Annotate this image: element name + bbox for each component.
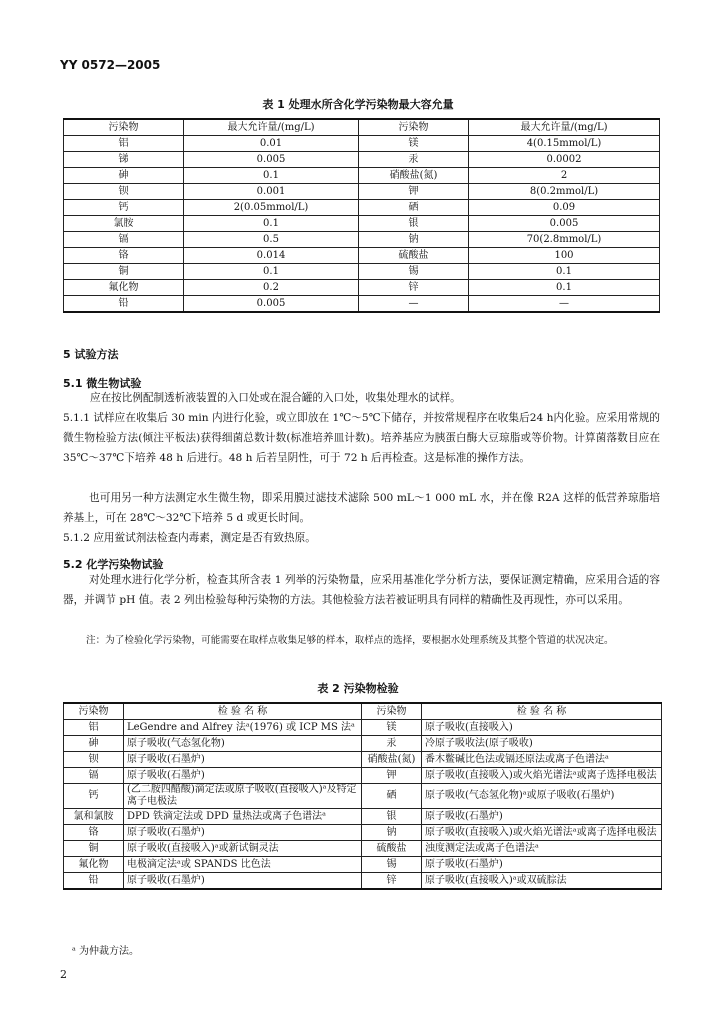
table-cell: 原子吸收(石墨炉) <box>124 825 362 841</box>
table-cell: 钡 <box>64 752 124 768</box>
table-cell: 0.014 <box>184 248 359 264</box>
table1 <box>63 118 660 313</box>
table-cell: 镁 <box>359 136 469 152</box>
table-cell: 锌 <box>362 873 422 890</box>
table-row <box>64 809 662 825</box>
table-cell: 钠 <box>359 232 469 248</box>
table-cell: 0.09 <box>469 200 660 216</box>
table-row <box>64 136 660 152</box>
table-row <box>64 784 662 809</box>
table-cell: 4(0.15mmol/L) <box>469 136 660 152</box>
table-cell: LeGendre and Alfrey 法ᵃ(1976) 或 ICP MS 法ᵃ <box>124 720 362 736</box>
table-cell: 冷原子吸收法(原子吸收) <box>422 736 662 752</box>
table-cell: 原子吸收(石墨炉) <box>124 752 362 768</box>
section-5-2-note: 注：为了检验化学污染物，可能需要在取样点收集足够的样本，取样点的选择，要根据水处理系统及其整个管道的状况决定。 <box>86 635 614 646</box>
table1-header: 最大允许量/(mg/L) <box>184 119 359 136</box>
table-cell: 铅 <box>64 296 184 313</box>
table-cell: 电极滴定法ᵃ或 SPANDS 比色法 <box>124 857 362 873</box>
table2-header-row <box>64 703 662 720</box>
table1-header: 污染物 <box>64 119 184 136</box>
table-cell: 镁 <box>362 720 422 736</box>
table-cell: 原子吸收(石墨炉) <box>124 768 362 784</box>
table-cell: 2 <box>469 168 660 184</box>
table-row <box>64 264 660 280</box>
table-cell: (乙二胺四醋酸)滴定法或原子吸收(直接吸入)ᵃ及特定离子电极法 <box>124 784 362 809</box>
table2-header: 检 验 名 称 <box>422 703 662 720</box>
table2-caption: 表 2 污染物检验 <box>317 682 399 695</box>
table1-header-row <box>64 119 660 136</box>
table-cell: 原子吸收(直接吸入)或火焰光谱法ᵃ或离子选择电极法 <box>422 768 662 784</box>
table-cell: 镉 <box>64 768 124 784</box>
table-cell: 锌 <box>359 280 469 296</box>
table-cell: 银 <box>362 809 422 825</box>
table-cell: 原子吸收(直接吸入)或火焰光谱法ᵃ或离子选择电极法 <box>422 825 662 841</box>
table-cell: 8(0.2mmol/L) <box>469 184 660 200</box>
table-cell: 氟化物 <box>64 857 124 873</box>
table-cell: 0.2 <box>184 280 359 296</box>
table-row <box>64 841 662 857</box>
table-cell: 锑 <box>64 152 184 168</box>
table-cell: 银 <box>359 216 469 232</box>
table-cell: 硫酸盐 <box>362 841 422 857</box>
table-cell: 钙 <box>64 784 124 809</box>
table2-header: 检 验 名 称 <box>124 703 362 720</box>
table-cell: 钙 <box>64 200 184 216</box>
table1-header: 最大允许量/(mg/L) <box>469 119 660 136</box>
table-cell: 0.1 <box>469 264 660 280</box>
section-5-1-title: 5.1 微生物试验 <box>63 377 142 390</box>
table-cell: 0.001 <box>184 184 359 200</box>
table2 <box>63 702 662 890</box>
table-cell: 原子吸收(石墨炉) <box>422 809 662 825</box>
table-cell: 氟化物 <box>64 280 184 296</box>
table-cell: 钡 <box>64 184 184 200</box>
table-cell: 原子吸收(直接吸入)ᵃ或双硫腙法 <box>422 873 662 890</box>
table-cell: 锡 <box>359 264 469 280</box>
table1-header: 污染物 <box>359 119 469 136</box>
table-cell: 氯胺 <box>64 216 184 232</box>
table-cell: 铝 <box>64 136 184 152</box>
table-cell: 70(2.8mmol/L) <box>469 232 660 248</box>
table-row <box>64 825 662 841</box>
table2-header: 污染物 <box>64 703 124 720</box>
table-cell: 0.1 <box>184 264 359 280</box>
table-cell: 铬 <box>64 248 184 264</box>
table-cell: 番木鳖碱比色法或镉还原法或离子色谱法ᵃ <box>422 752 662 768</box>
table-cell: 铜 <box>64 841 124 857</box>
table-cell: 2(0.05mmol/L) <box>184 200 359 216</box>
table-row <box>64 152 660 168</box>
table-cell: 硒 <box>362 784 422 809</box>
table-cell: 汞 <box>359 152 469 168</box>
table-cell: 原子吸收(直接吸入) <box>422 720 662 736</box>
table-row <box>64 248 660 264</box>
table-row <box>64 200 660 216</box>
table-cell: 硝酸盐(氮) <box>362 752 422 768</box>
table-cell: 锡 <box>362 857 422 873</box>
table-row <box>64 216 660 232</box>
section-5-1-paragraph: 应在按比例配制透析液装置的入口处或在混合罐的入口处，收集处理水的试样。 <box>90 392 461 404</box>
table-cell: 硝酸盐(氮) <box>359 168 469 184</box>
table-cell: 0.005 <box>184 152 359 168</box>
table-cell: 0.005 <box>184 296 359 313</box>
table-row <box>64 857 662 873</box>
standard-code: YY 0572—2005 <box>60 58 161 72</box>
section-5-1-1-paragraph: 5.1.1 试样应在收集后 30 min 内进行化验，或立即放在 1℃～5℃下储存，并按常规程序在收集后24 h内化验。应采用常规的微生物检验方法(倾注平板法)获得细菌总数计数(标准培养皿计数)。培养基应为胰蛋白酶大豆琼脂或等价物。计算菌落数目应在 35℃～37℃下培养 48 h 后进行。48 h 后若呈阴性，可于 72 h 后再检查。这是标准的操作方法。 <box>63 412 660 464</box>
table-row <box>64 168 660 184</box>
table-cell: 砷 <box>64 736 124 752</box>
table-cell: 钾 <box>362 768 422 784</box>
table-row <box>64 232 660 248</box>
table-cell: 0.005 <box>469 216 660 232</box>
table-row <box>64 873 662 890</box>
table-cell: 铜 <box>64 264 184 280</box>
table-cell: 原子吸收(石墨炉) <box>422 857 662 873</box>
table-cell: — <box>359 296 469 313</box>
table-cell: 铬 <box>64 825 124 841</box>
table-cell: 硫酸盐 <box>359 248 469 264</box>
table2-header: 污染物 <box>362 703 422 720</box>
table-cell: 砷 <box>64 168 184 184</box>
table-cell: 钠 <box>362 825 422 841</box>
table-cell: 硒 <box>359 200 469 216</box>
page-number: 2 <box>60 968 67 981</box>
table-cell: 0.1 <box>469 280 660 296</box>
table-row <box>64 736 662 752</box>
table-row <box>64 184 660 200</box>
table-cell: 原子吸收(直接吸入)ᵃ或新试铜灵法 <box>124 841 362 857</box>
table-cell: 镉 <box>64 232 184 248</box>
table-cell: 铅 <box>64 873 124 890</box>
table-row <box>64 768 662 784</box>
table-cell: 浊度测定法或离子色谱法ᵃ <box>422 841 662 857</box>
table-cell: 100 <box>469 248 660 264</box>
table-cell: 0.01 <box>184 136 359 152</box>
table-cell: 原子吸收(气态氢化物)ᵃ或原子吸收(石墨炉) <box>422 784 662 809</box>
table-row <box>64 280 660 296</box>
section-5-1-1-alt-paragraph: 也可用另一种方法测定水生微生物，即采用膜过滤技术滤除 500 mL～1 000 mL 水，并在像 R2A 这样的低营养琼脂培养基上，可在 28℃～32℃下培养 5 d 或更长时间。 <box>63 492 660 524</box>
table-cell: 0.0002 <box>469 152 660 168</box>
section-5-1-2-paragraph: 5.1.2 应用鲎试剂法检查内毒素，测定是否有致热原。 <box>63 532 316 544</box>
table-cell: 0.5 <box>184 232 359 248</box>
section-5-2-title: 5.2 化学污染物试验 <box>63 558 164 571</box>
table-row <box>64 752 662 768</box>
section-5-2-paragraph: 对处理水进行化学分析，检查其所含表 1 列举的污染物量，应采用基准化学分析方法，要保证测定精确，应采用合适的容器，并调节 pH 值。表 2 列出检验每种污染物的方法。其他检验方法若被证明具有同样的精确性及再现性，亦可以采用。 <box>63 574 660 606</box>
table-cell: 0.1 <box>184 216 359 232</box>
table-cell: 氯和氯胺 <box>64 809 124 825</box>
table2-footnote: ᵃ 为仲裁方法。 <box>72 946 140 957</box>
table-cell: 0.1 <box>184 168 359 184</box>
table-cell: 原子吸收(石墨炉) <box>124 873 362 890</box>
table1-caption: 表 1 处理水所含化学污染物最大容允量 <box>262 98 454 111</box>
table-cell: 钾 <box>359 184 469 200</box>
table-cell: — <box>469 296 660 313</box>
table-cell: 汞 <box>362 736 422 752</box>
table-row <box>64 720 662 736</box>
table-cell: 铝 <box>64 720 124 736</box>
table-cell: 原子吸收(气态氢化物) <box>124 736 362 752</box>
table-row <box>64 296 660 313</box>
table-cell: DPD 铁滴定法或 DPD 量热法或离子色谱法ᵃ <box>124 809 362 825</box>
section-5-title: 5 试验方法 <box>63 348 119 361</box>
